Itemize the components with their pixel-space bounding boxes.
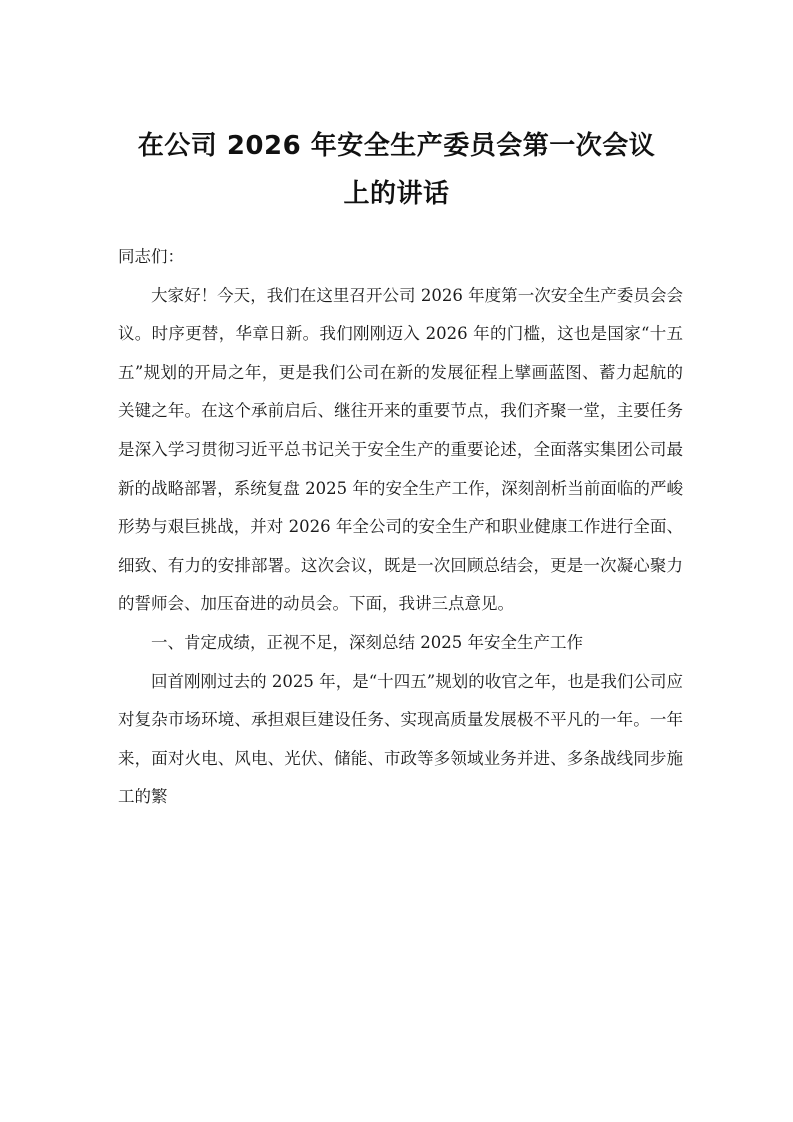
title-line-1: 在公司 2026 年安全生产委员会第一次会议 — [137, 131, 656, 161]
document-title — [100, 122, 693, 218]
document-body — [118, 238, 683, 817]
paragraph-review: 回首刚刚过去的 2025 年，是“十四五”规划的收官之年，也是我们公司应对复杂市场环境、承担艰巨建设任务、实现高质量发展极不平凡的一年。一年来，面对火电、风电、光伏、储能、市政等多领域业务并进、多条战线同步施工的繁 — [118, 671, 683, 807]
paragraph-opening: 大家好！今天，我们在这里召开公司 2026 年度第一次安全生产委员会会议。时序更替，华章日新。我们刚刚迈入 2026 年的门槛，这也是国家“十五五”规划的开局之年，更是我们公司在新的发展征程上擘画蓝图、蓄力起航的关键之年。在这个承前启后、继往开来的重要节点，我们齐聚一堂，主要任务是深入学习贯彻习近平总书记关于安全生产的重要论述，全面落实集团公司最新的战略部署，系统复盘 2025 年的安全生产工作，深刻剖析当前面临的严峻形势与艰巨挑战，并对 2026 年全公司的安全生产和职业健康工作进行全面、细致、有力的安排部署。这次会议，既是一次回顾总结会，更是一次凝心聚力的誓师会、加压奋进的动员会。下面，我讲三点意见。 — [118, 285, 683, 614]
title-line-2: 上的讲话 — [343, 179, 450, 209]
salutation: 同志们： — [118, 247, 184, 266]
section-heading-1: 一、肯定成绩，正视不足，深刻总结 2025 年安全生产工作 — [151, 632, 583, 652]
